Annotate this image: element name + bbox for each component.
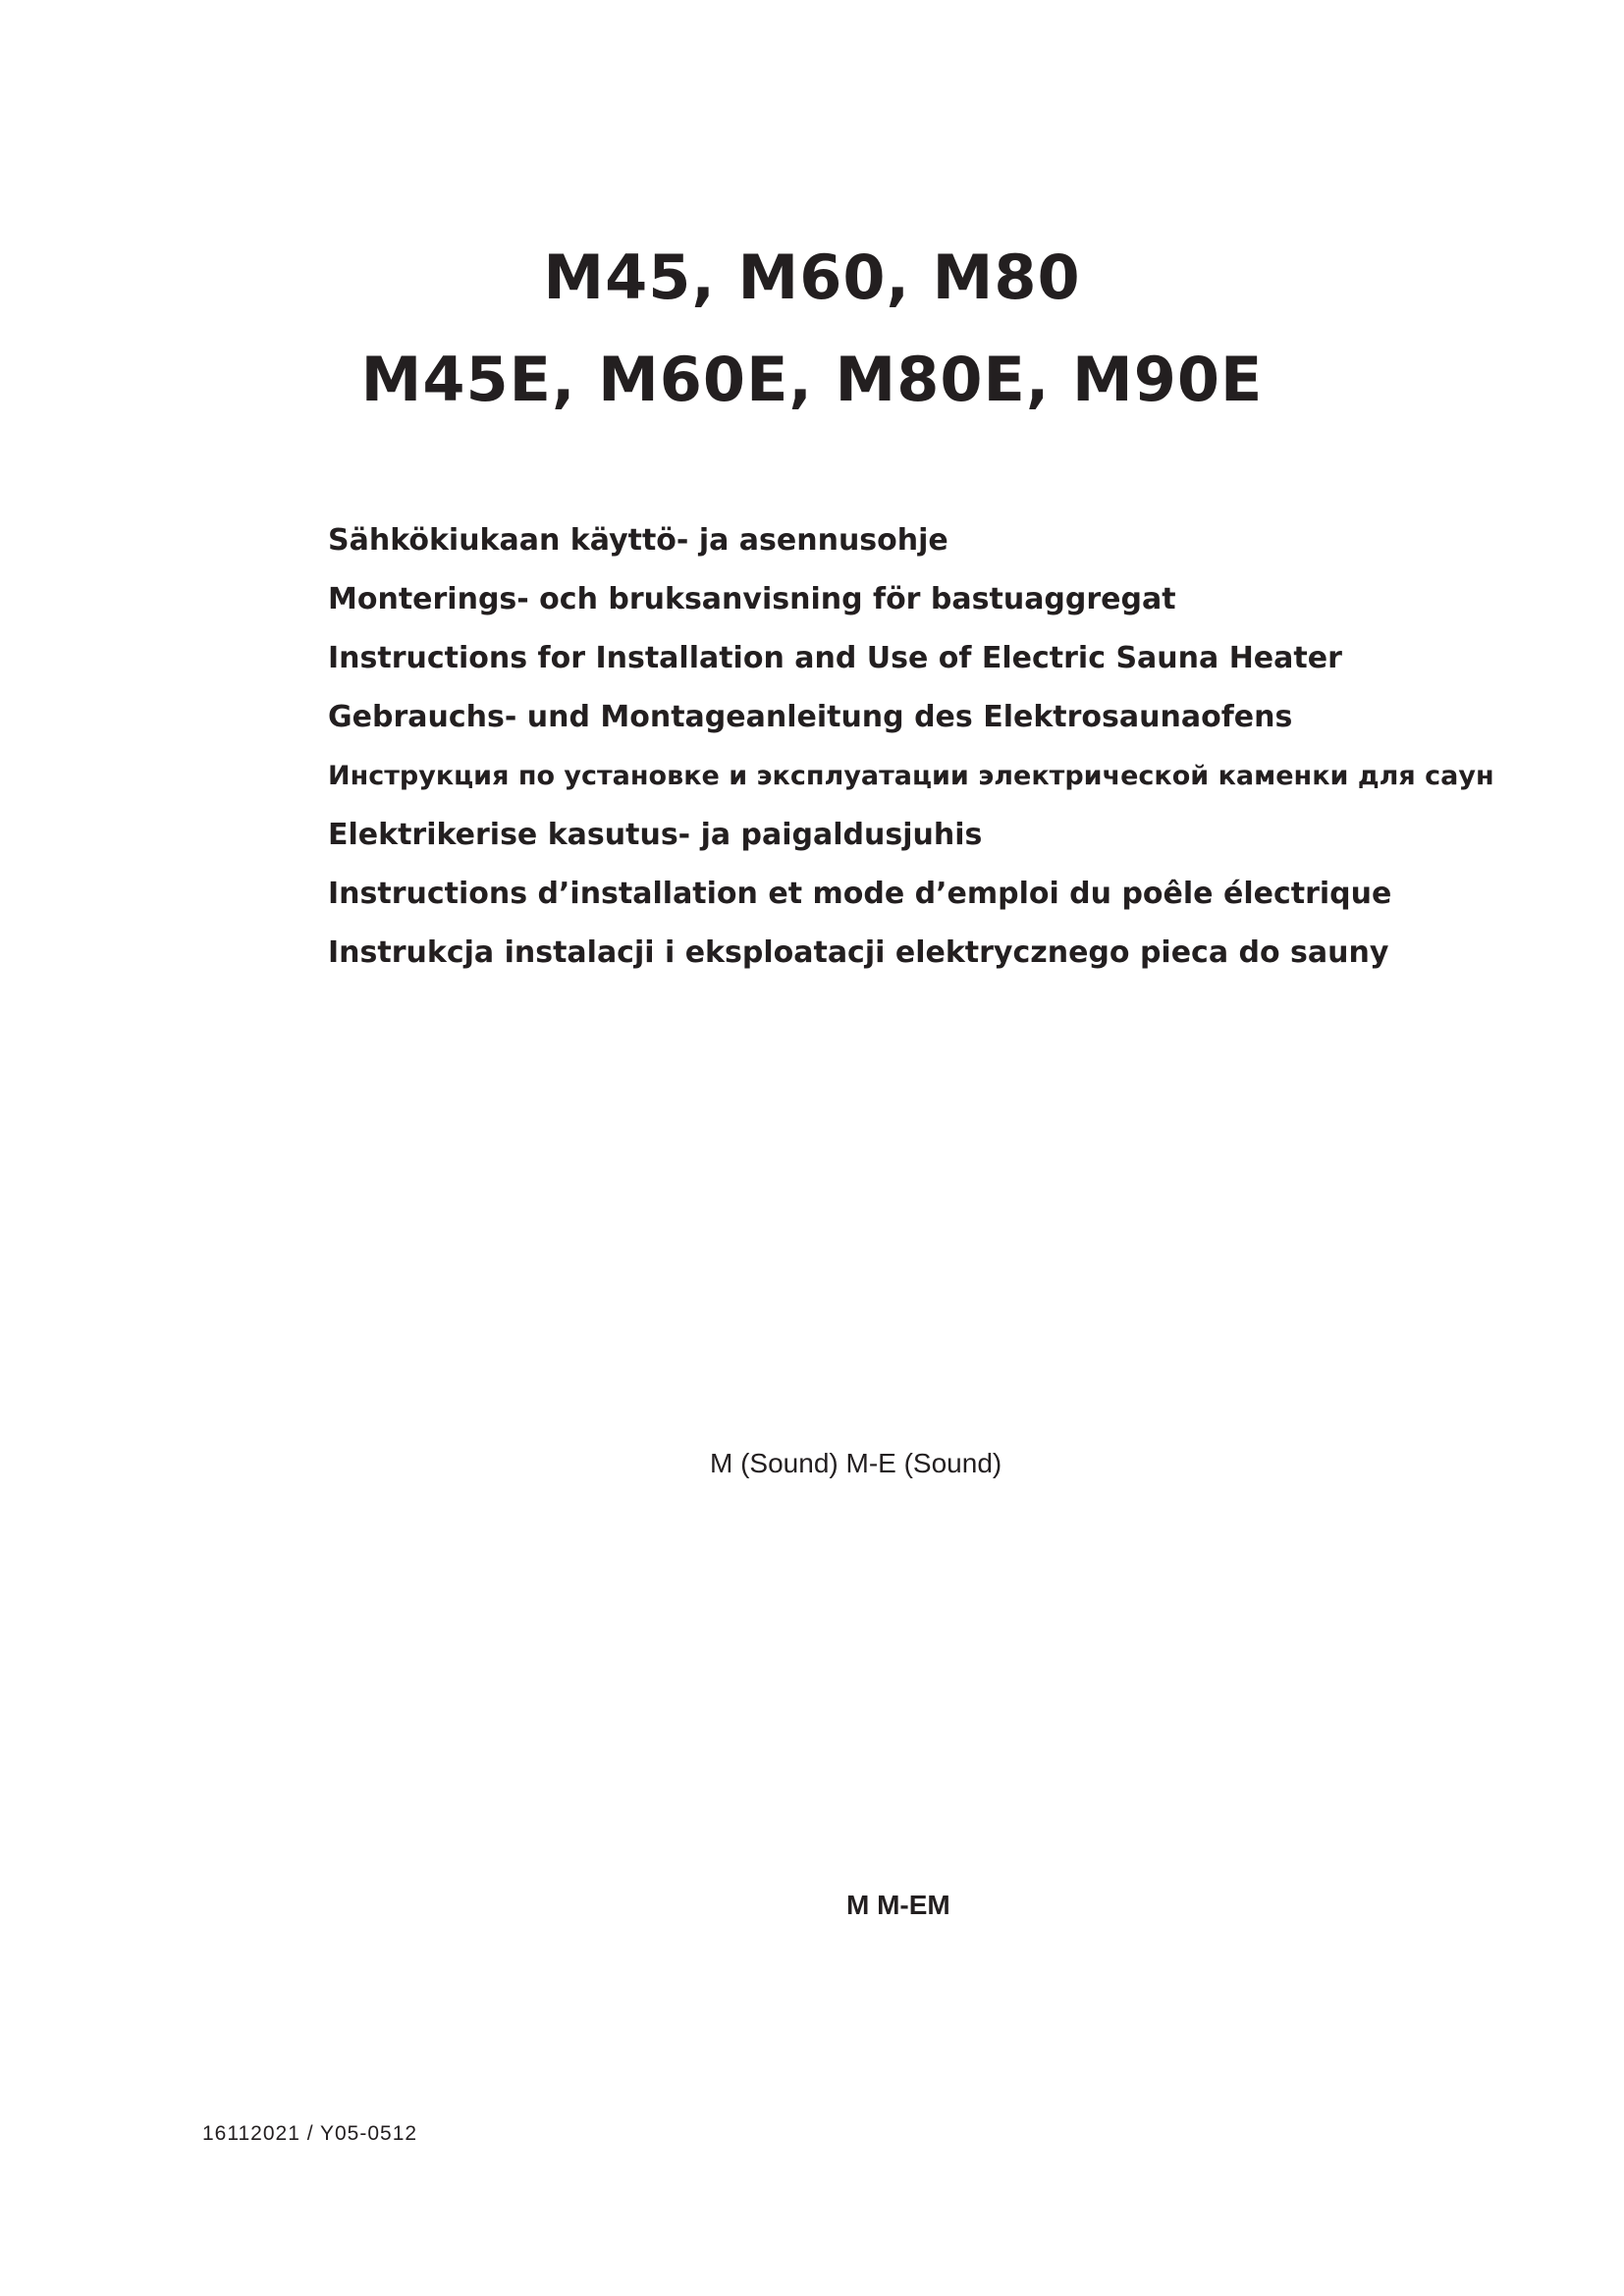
model-title-line-1: M45, M60, M80 (543, 241, 1081, 313)
instruction-title-polish: Instrukcja instalacji i eksploatacji elektrycznego pieca do sauny (328, 935, 1389, 970)
instruction-title-swedish: Monterings- och bruksanvisning för bastuaggregat (328, 582, 1176, 616)
instruction-title-finnish: Sähkökiukaan käyttö- ja asennusohje (328, 523, 948, 558)
model-variant-label: M M-EM (846, 1890, 950, 1920)
model-title-line-2: M45E, M60E, M80E, M90E (360, 344, 1264, 415)
document-code: 16112021 / Y05-0512 (202, 2122, 418, 2145)
instruction-title-french: Instructions d’installation et mode d’emploi du poêle électrique (328, 877, 1392, 911)
instruction-title-german: Gebrauchs- und Montageanleitung des Elektrosaunaofens (328, 700, 1293, 734)
instruction-title-estonian: Elektrikerise kasutus- ja paigaldusjuhis (328, 818, 983, 852)
instruction-title-russian: Инструкция по установке и эксплуатации электрической каменки для саун (328, 761, 1494, 791)
instruction-title-english: Instructions for Installation and Use of Electric Sauna Heater (328, 641, 1342, 675)
sound-variant-label: M (Sound) M-E (Sound) (710, 1448, 1002, 1478)
instruction-title-list (328, 518, 1604, 989)
